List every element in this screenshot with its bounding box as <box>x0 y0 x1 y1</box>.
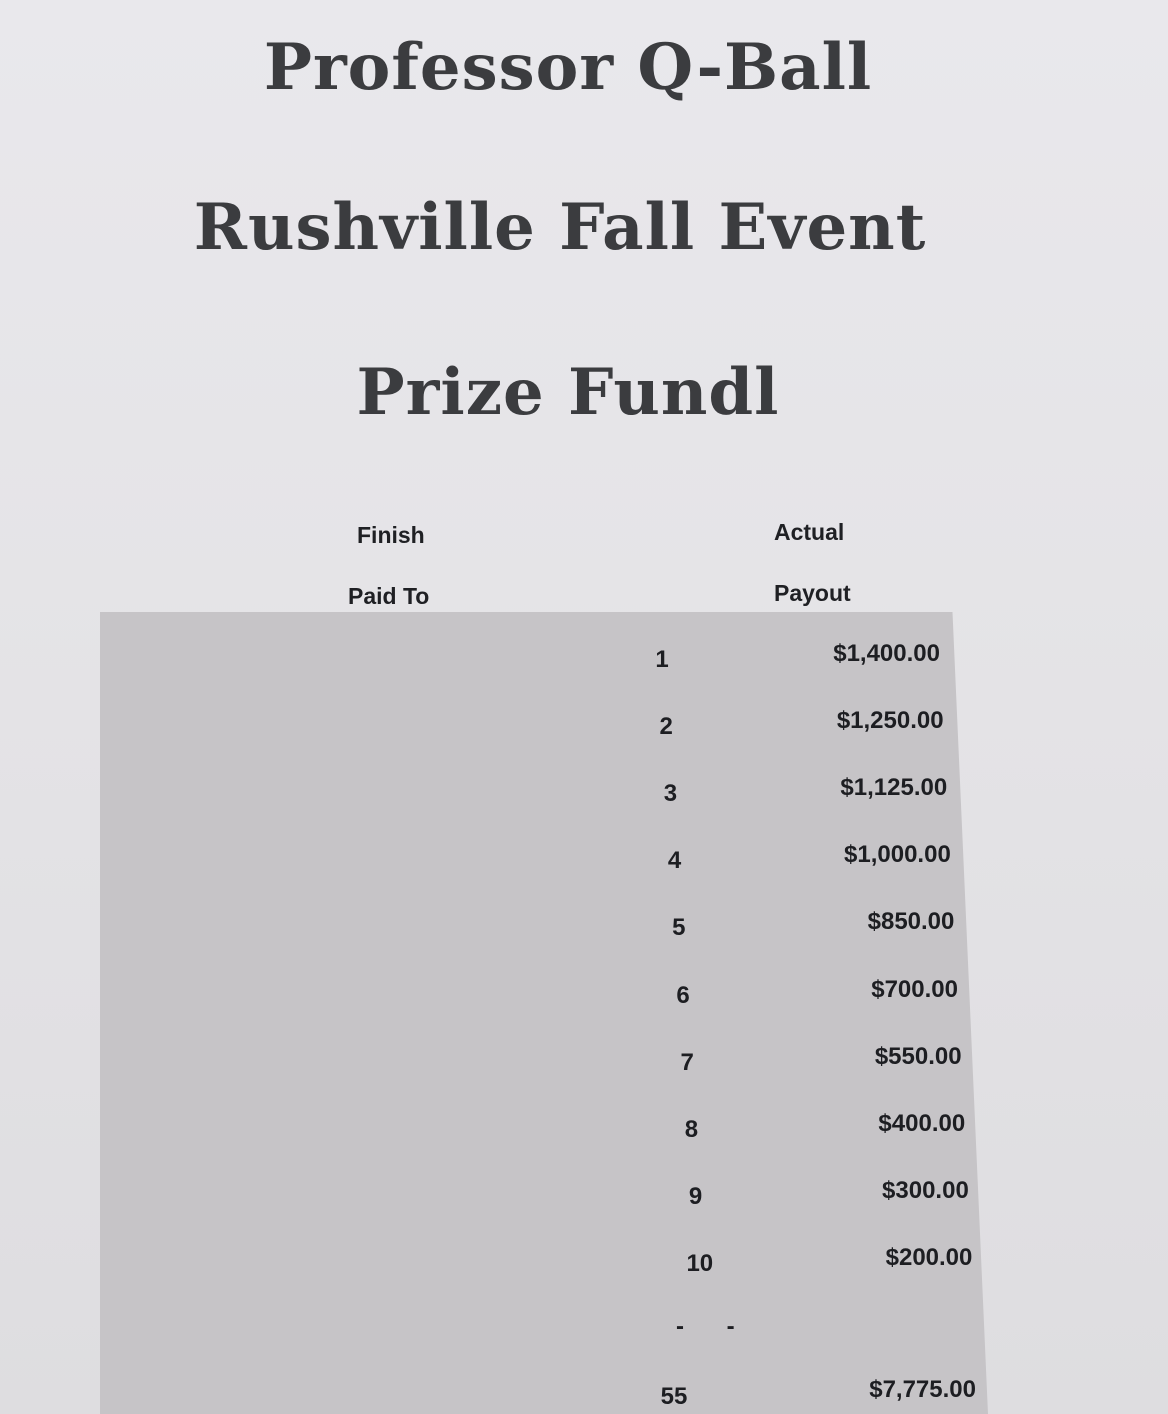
header-payout: Payout <box>774 580 851 606</box>
payout-amount: $1,000.00 <box>844 841 951 869</box>
payout-place: 1 <box>655 646 669 673</box>
total-place: 55 <box>660 1383 688 1410</box>
payout-amount: $550.00 <box>874 1042 962 1070</box>
payout-place: 8 <box>684 1115 699 1143</box>
payout-place: 2 <box>659 713 673 741</box>
header-paid-to: Paid To <box>348 583 430 609</box>
payout-amount: $300.00 <box>882 1176 969 1204</box>
payout-amount: $1,125.00 <box>840 774 948 802</box>
payout-amount: $700.00 <box>871 975 958 1003</box>
payout-place: 6 <box>676 981 690 1009</box>
payout-place: 5 <box>672 914 686 942</box>
payout-amount: $1,250.00 <box>836 707 944 735</box>
payout-place: 3 <box>663 780 678 808</box>
title-line-3: Prize Fundl <box>356 355 780 430</box>
payout-place: 7 <box>680 1048 694 1076</box>
title-line-1: Professor Q-Ball <box>263 30 873 105</box>
header-actual: Actual <box>774 519 845 545</box>
payout-place: 4 <box>667 847 682 875</box>
title-line-2: Rushville Fall Event <box>193 190 927 265</box>
payout-place: 9 <box>688 1182 703 1210</box>
payout-amount: $1,400.00 <box>833 640 940 667</box>
total-amount: $7,775.00 <box>869 1376 976 1403</box>
payout-amount: $850.00 <box>867 908 955 936</box>
payout-amount: $200.00 <box>885 1243 973 1271</box>
header-finish: Finish <box>357 522 425 548</box>
payout-amount: $400.00 <box>878 1109 966 1137</box>
separator-dashes: - - <box>676 1313 753 1340</box>
payout-place: 10 <box>686 1249 714 1277</box>
